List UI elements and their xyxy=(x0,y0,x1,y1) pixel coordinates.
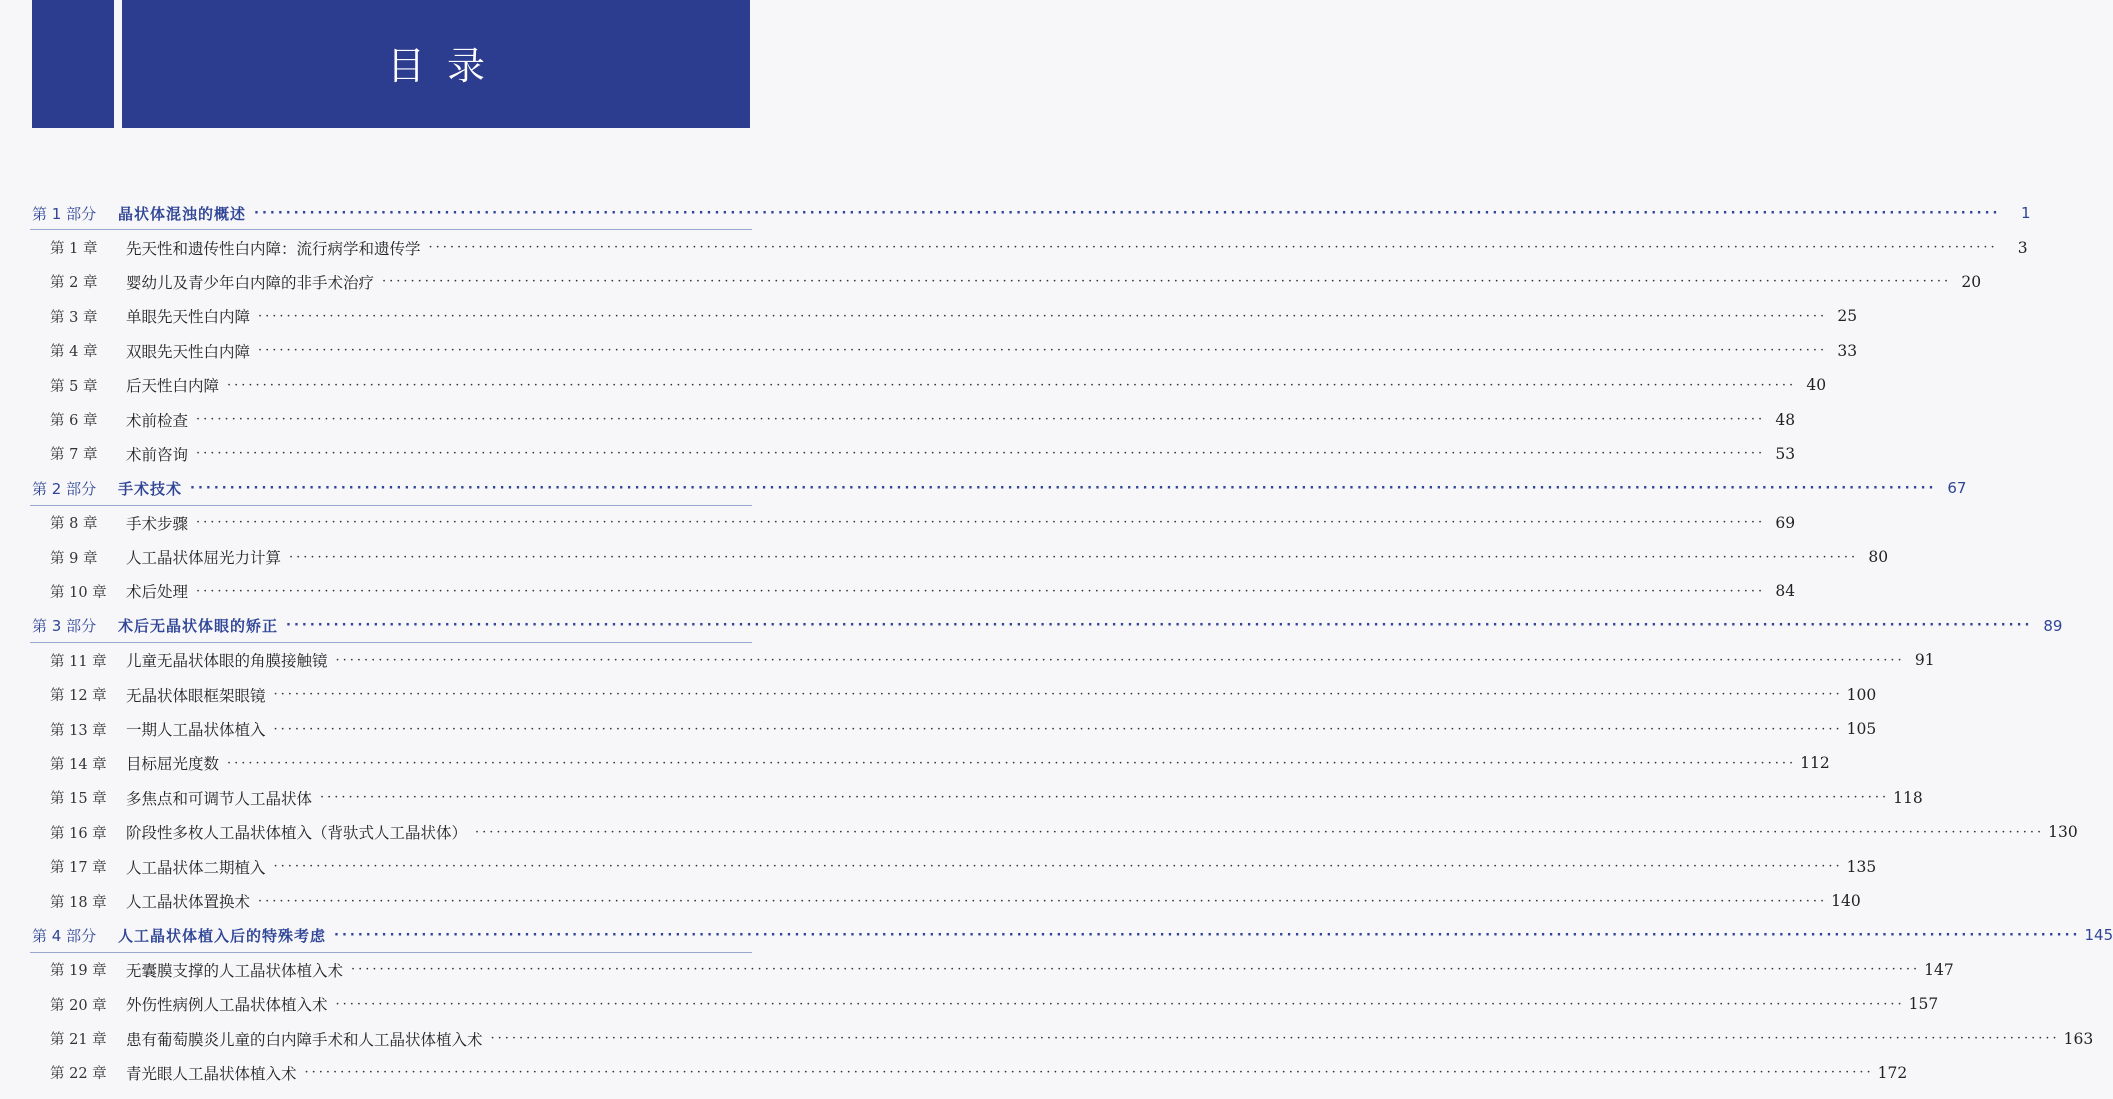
chapter-title: 单眼先天性白内障 xyxy=(126,308,251,327)
toc-chapter-row[interactable] xyxy=(30,574,1796,608)
toc-chapter-row[interactable] xyxy=(30,884,1861,918)
chapter-title: 人工晶状体屈光力计算 xyxy=(126,549,282,568)
chapter-title: 无晶状体眼框架眼镜 xyxy=(126,686,266,705)
chapter-number: 第 4 章 xyxy=(50,344,98,361)
toc-chapter-row[interactable] xyxy=(30,677,1877,711)
page-number: 157 xyxy=(1908,995,1939,1014)
page-number: 89 xyxy=(2043,616,2063,635)
page-number: 3 xyxy=(2017,238,2028,257)
dot-leader: ···························································································································································································································· xyxy=(227,755,1797,771)
chapter-title: 婴幼儿及青少年白内障的非手术治疗 xyxy=(126,273,375,292)
dot-leader: ···························································································································································································································· xyxy=(335,996,1905,1012)
part-number: 第 3 部分 xyxy=(32,617,97,636)
chapter-number: 第 9 章 xyxy=(50,550,98,567)
header-banner xyxy=(0,0,800,128)
chapter-title: 人工晶状体二期植入 xyxy=(126,858,266,877)
dot-leader: ···························································································································································································································· xyxy=(273,721,1843,737)
dot-leader: ···························································································································································································································· xyxy=(254,205,2001,221)
toc-chapter-row[interactable] xyxy=(30,540,1889,574)
dot-leader: ···························································································································································································································· xyxy=(475,824,2045,840)
page-number: 40 xyxy=(1806,376,1827,395)
dot-leader: ···························································································································································································································· xyxy=(258,343,1828,359)
page-number: 118 xyxy=(1893,788,1923,807)
dot-leader: ···························································································································································································································· xyxy=(273,687,1843,703)
chapter-title: 患有葡萄膜炎儿童的白内障手术和人工晶状体植入术 xyxy=(126,1030,483,1049)
dot-leader: ···························································································································································································································· xyxy=(196,446,1766,462)
toc-chapter-row[interactable] xyxy=(30,1021,2094,1055)
dot-leader: ···························································································································································································································· xyxy=(334,927,2081,943)
chapter-title: 先天性和遗传性白内障：流行病学和遗传学 xyxy=(126,239,421,258)
dot-leader: ···························································································································································································································· xyxy=(196,515,1766,531)
chapter-number: 第 21 章 xyxy=(50,1032,107,1049)
toc-part-row[interactable] xyxy=(30,471,1967,505)
chapter-title: 人工晶状体置换术 xyxy=(126,893,251,911)
part-title: 术后无晶状体眼的矫正 xyxy=(118,617,279,636)
table-of-contents xyxy=(30,196,2113,1090)
page-title: 目录 xyxy=(386,44,507,88)
dot-leader: ···························································································································································································································· xyxy=(258,308,1828,324)
toc-chapter-row[interactable] xyxy=(30,437,1796,471)
chapter-number: 第 8 章 xyxy=(50,516,98,533)
chapter-number: 第 5 章 xyxy=(50,378,98,395)
chapter-title: 术前咨询 xyxy=(126,445,189,464)
page-number: 20 xyxy=(1961,272,1982,291)
toc-part-row[interactable] xyxy=(30,918,2113,952)
dot-leader: ···························································································································································································································· xyxy=(289,549,1859,565)
chapter-title: 双眼先天性白内障 xyxy=(126,342,251,361)
chapter-number: 第 12 章 xyxy=(50,688,107,705)
dot-leader: ···························································································································································································································· xyxy=(335,652,1905,668)
dot-leader: ···························································································································································································································· xyxy=(304,1065,1874,1081)
chapter-number: 第 18 章 xyxy=(50,894,107,911)
page-number: 25 xyxy=(1837,307,1858,326)
chapter-number: 第 1 章 xyxy=(50,241,98,258)
dot-leader: ···························································································································································································································· xyxy=(286,618,2033,634)
chapter-number: 第 6 章 xyxy=(50,413,98,430)
toc-chapter-row[interactable] xyxy=(30,402,1796,436)
part-number: 第 4 部分 xyxy=(32,926,97,945)
page-number: 172 xyxy=(1877,1063,1908,1082)
chapter-title: 青光眼人工晶状体植入术 xyxy=(126,1064,297,1083)
part-title: 手术技术 xyxy=(118,479,183,498)
page-number: 67 xyxy=(1947,479,1967,498)
chapter-number: 第 22 章 xyxy=(50,1066,107,1083)
part-title: 人工晶状体植入后的特殊考虑 xyxy=(118,926,327,945)
chapter-title: 一期人工晶状体植入 xyxy=(126,721,266,740)
page-number: 33 xyxy=(1837,341,1858,360)
chapter-number: 第 17 章 xyxy=(50,860,107,877)
chapter-title: 无囊膜支撑的人工晶状体植入术 xyxy=(126,961,344,980)
toc-chapter-row[interactable] xyxy=(30,299,1858,333)
toc-chapter-row[interactable] xyxy=(30,712,1877,746)
toc-chapter-row[interactable] xyxy=(30,953,1954,987)
page-number: 112 xyxy=(1800,754,1830,773)
page-number: 140 xyxy=(1831,892,1861,910)
dot-leader: ···························································································································································································································· xyxy=(196,583,1766,599)
page-number: 135 xyxy=(1846,857,1877,876)
page-number: 69 xyxy=(1775,513,1796,532)
dot-leader: ···························································································································································································································· xyxy=(273,859,1843,875)
page-number: 100 xyxy=(1846,685,1877,704)
page-number: 145 xyxy=(2084,926,2113,945)
page-number: 80 xyxy=(1868,548,1889,567)
chapter-number: 第 19 章 xyxy=(50,963,107,980)
chapter-number: 第 20 章 xyxy=(50,997,107,1014)
page-number: 91 xyxy=(1914,651,1935,670)
dot-leader: ···························································································································································································································· xyxy=(351,962,1921,978)
chapter-title: 手术步骤 xyxy=(126,514,189,533)
toc-chapter-row[interactable] xyxy=(30,265,1982,299)
toc-chapter-row[interactable] xyxy=(30,230,2028,264)
toc-chapter-row[interactable] xyxy=(30,987,1939,1021)
chapter-number: 第 11 章 xyxy=(50,653,107,670)
page-number: 1 xyxy=(2020,204,2031,223)
part-title: 晶状体混浊的概述 xyxy=(118,204,247,223)
page-number: 105 xyxy=(1846,720,1877,739)
toc-chapter-row[interactable] xyxy=(30,746,1830,780)
toc-chapter-row[interactable] xyxy=(30,368,1827,402)
dot-leader: ···························································································································································································································· xyxy=(490,1031,2060,1047)
chapter-number: 第 14 章 xyxy=(50,756,107,773)
dot-leader: ···························································································································································································································· xyxy=(196,412,1766,428)
dot-leader: ···························································································································································································································· xyxy=(190,480,1937,496)
toc-part-row[interactable] xyxy=(30,609,2063,643)
page-number: 84 xyxy=(1775,582,1796,601)
page-number: 48 xyxy=(1775,410,1796,429)
chapter-title: 外伤性病例人工晶状体植入术 xyxy=(126,996,328,1015)
chapter-title: 多焦点和可调节人工晶状体 xyxy=(126,789,313,808)
dot-leader: ···························································································································································································································· xyxy=(428,240,1998,256)
toc-chapter-row[interactable] xyxy=(30,781,1923,815)
chapter-title: 目标屈光度数 xyxy=(126,755,220,774)
chapter-number: 第 13 章 xyxy=(50,722,107,739)
chapter-title: 儿童无晶状体眼的角膜接触镜 xyxy=(126,652,328,671)
chapter-number: 第 15 章 xyxy=(50,791,107,808)
chapter-number: 第 7 章 xyxy=(50,447,98,464)
toc-chapter-row[interactable] xyxy=(30,643,1935,677)
toc-chapter-row[interactable] xyxy=(30,849,1877,883)
dot-leader: ···························································································································································································································· xyxy=(320,790,1890,806)
dot-leader: ···························································································································································································································· xyxy=(382,274,1952,290)
page-number: 147 xyxy=(1924,960,1954,979)
chapter-title: 术后处理 xyxy=(126,583,189,602)
chapter-number: 第 3 章 xyxy=(50,309,98,326)
part-number: 第 2 部分 xyxy=(32,479,97,498)
chapter-title: 阶段性多枚人工晶状体植入（背驮式人工晶状体） xyxy=(126,824,468,843)
dot-leader: ···························································································································································································································· xyxy=(227,377,1797,393)
header-left-block xyxy=(32,0,114,128)
page-number: 130 xyxy=(2048,823,2078,842)
part-number: 第 1 部分 xyxy=(32,204,97,223)
chapter-number: 第 10 章 xyxy=(50,584,107,601)
toc-part-row[interactable] xyxy=(30,196,2031,230)
toc-chapter-row[interactable] xyxy=(30,1056,1908,1090)
toc-chapter-row[interactable] xyxy=(30,506,1796,540)
chapter-title: 术前检查 xyxy=(126,411,189,430)
chapter-number: 第 2 章 xyxy=(50,275,98,292)
page-number: 163 xyxy=(2063,1029,2094,1048)
chapter-title: 后天性白内障 xyxy=(126,377,220,396)
dot-leader: ···························································································································································································································· xyxy=(258,893,1828,909)
toc-chapter-row[interactable] xyxy=(30,815,2078,849)
chapter-number: 第 16 章 xyxy=(50,825,107,842)
toc-chapter-row[interactable] xyxy=(30,334,1858,368)
page-number: 53 xyxy=(1775,444,1796,463)
